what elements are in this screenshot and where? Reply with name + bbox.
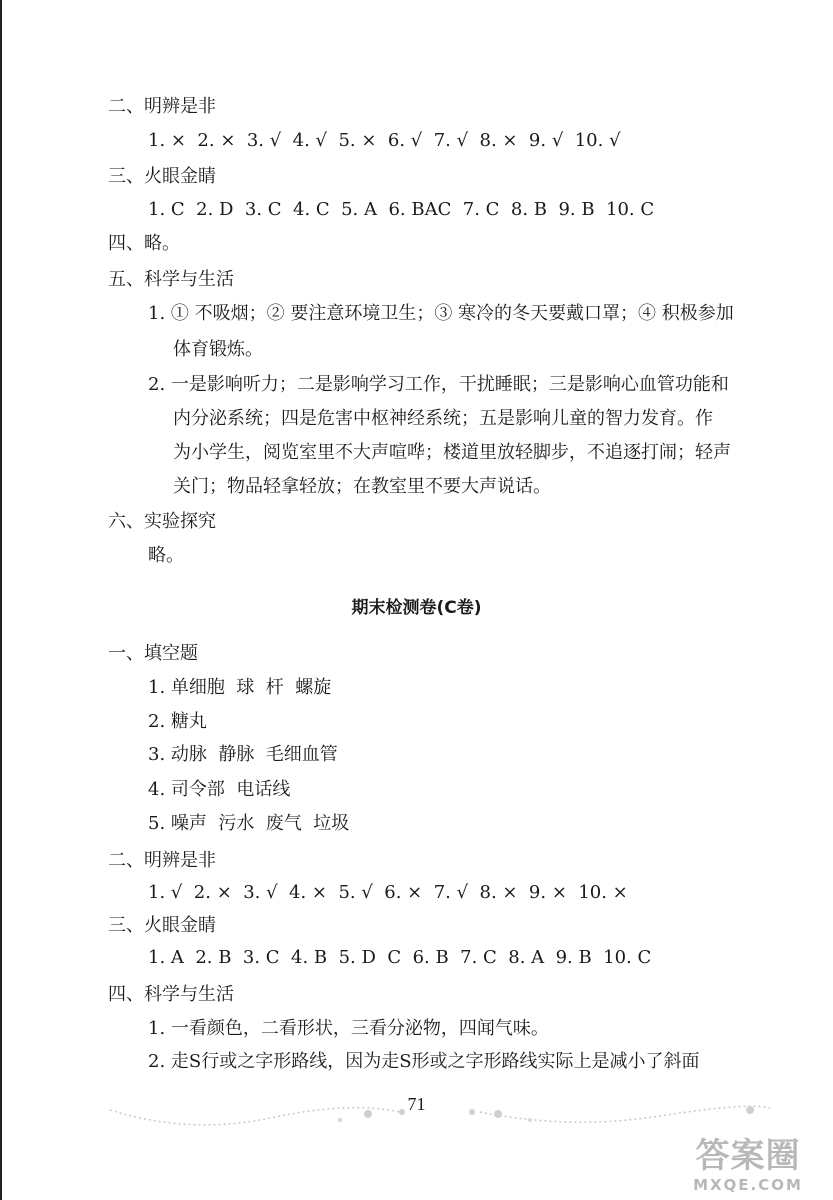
page-number: 71 [407, 1094, 426, 1114]
answer-line: 5. 噪声 污水 废气 垃圾 [148, 813, 350, 834]
answer-line: 为小学生，阅览室里不大声喧哗；楼道里放轻脚步，不追逐打闹；轻声 [173, 442, 731, 463]
section-heading: 三、火眼金睛 [108, 915, 216, 936]
watermark-url: MXQE.COM [693, 1176, 803, 1194]
section-heading: 四、科学与生活 [108, 984, 234, 1005]
answer-line: 3. 动脉 静脉 毛细血管 [148, 744, 338, 765]
answer-line: 1. 单细胞 球 杆 螺旋 [148, 677, 332, 698]
section-heading: 四、略。 [108, 233, 180, 254]
section-heading: 五、科学与生活 [108, 269, 234, 290]
section-heading: 六、实验探究 [108, 511, 216, 532]
answer-line: 2. 走S行或之字形路线，因为走S形或之字形路线实际上是减小了斜面 [148, 1051, 700, 1072]
answer-line: 1. × 2. × 3. √ 4. √ 5. × 6. √ 7. √ 8. × 9. √ 10. √ [148, 130, 621, 151]
test-title: 期末检测卷(C卷) [351, 598, 482, 618]
watermark-logo [673, 1136, 823, 1198]
answer-line: 1. A 2. B 3. C 4. B 5. D C 6. B 7. C 8. A 9. B 10. C [148, 947, 652, 968]
section-heading: 二、明辨是非 [108, 850, 216, 871]
answer-line: 2. 一是影响听力；二是影响学习工作，干扰睡眠；三是影响心血管功能和 [148, 374, 729, 395]
answer-line: 2. 糖丸 [148, 711, 207, 732]
answer-line: 体育锻炼。 [173, 339, 263, 360]
answer-line: 1. C 2. D 3. C 4. C 5. A 6. BAC 7. C 8. B 9. B 10. C [148, 199, 655, 220]
answer-line: 1. ① 不吸烟；② 要注意环境卫生；③ 寒冷的冬天要戴口罩；④ 积极参加 [148, 303, 734, 324]
answer-line: 1. √ 2. × 3. √ 4. × 5. √ 6. × 7. √ 8. × 9. × 10. × [148, 882, 628, 903]
watermark-text: 答案圈 [695, 1136, 801, 1176]
answer-line: 内分泌系统；四是危害中枢神经系统；五是影响儿童的智力发育。作 [173, 408, 713, 429]
answer-line: 4. 司令部 电话线 [148, 779, 291, 800]
answer-line: 1. 一看颜色，二看形状，三看分泌物，四闻气味。 [148, 1018, 549, 1039]
section-heading: 一、填空题 [108, 643, 198, 664]
section-heading: 二、明辨是非 [108, 96, 216, 117]
section-heading: 三、火眼金睛 [108, 166, 216, 187]
answer-line: 关门；物品轻拿轻放；在教室里不要大声说话。 [173, 476, 551, 497]
answer-line: 略。 [148, 545, 184, 566]
